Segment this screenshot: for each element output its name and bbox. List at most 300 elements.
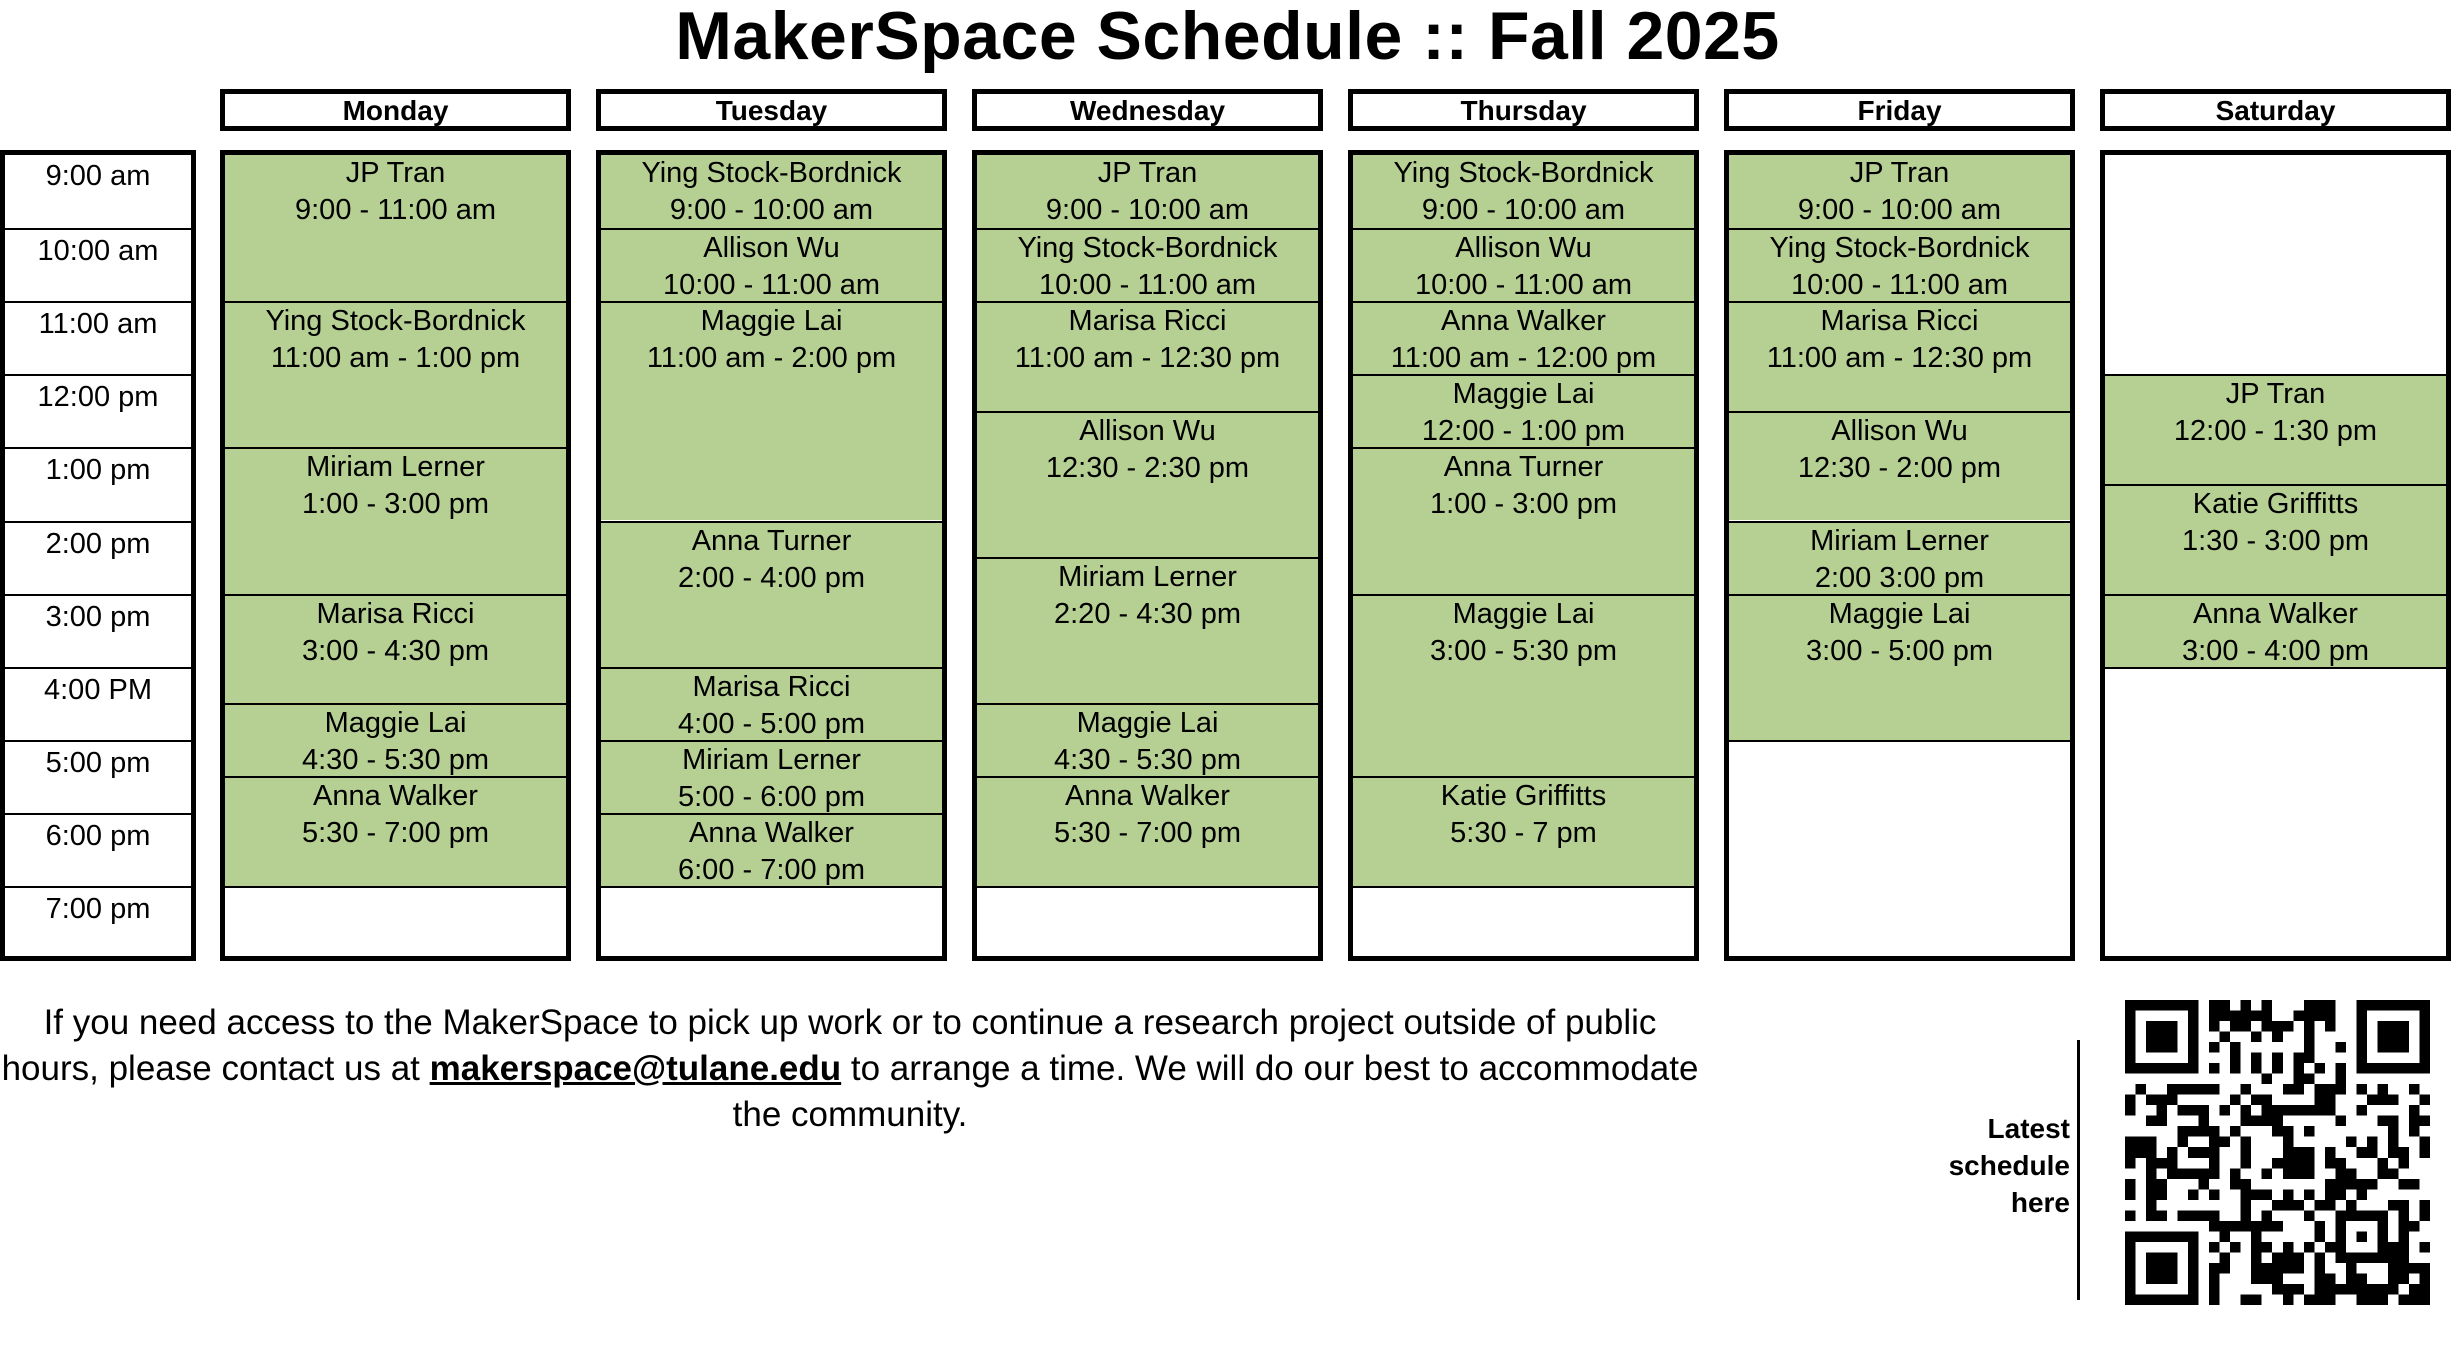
qr-module: [2146, 1231, 2157, 1242]
qr-module: [2388, 1032, 2399, 1043]
qr-module: [2283, 1158, 2294, 1169]
qr-module: [2356, 1011, 2367, 1022]
qr-module: [2419, 1032, 2430, 1043]
shift-time: 4:30 - 5:30 pm: [1054, 744, 1241, 777]
qr-module: [2293, 1053, 2304, 1064]
shift-block[interactable]: [977, 301, 1318, 411]
qr-module: [2157, 1189, 2168, 1200]
shift-block[interactable]: [225, 703, 566, 776]
qr-module: [2146, 1032, 2157, 1043]
qr-module: [2367, 1000, 2378, 1011]
qr-module: [2304, 1000, 2315, 1011]
staff-name: Allison Wu: [703, 232, 840, 265]
qr-module: [2209, 1011, 2220, 1022]
shift-block[interactable]: [1353, 228, 1694, 301]
qr-module: [2136, 1084, 2147, 1095]
qr-module: [2188, 1252, 2199, 1263]
qr-module: [2209, 1273, 2220, 1284]
shift-block[interactable]: [601, 521, 942, 667]
time-label: 3:00 pm: [5, 594, 191, 667]
qr-module: [2209, 1168, 2220, 1179]
shift-time: 2:00 - 4:00 pm: [678, 561, 865, 594]
qr-module: [2409, 1126, 2420, 1137]
qr-module: [2335, 1116, 2346, 1127]
qr-module: [2125, 1284, 2136, 1295]
staff-name: Anna Walker: [1065, 780, 1230, 813]
qr-module: [2346, 1200, 2357, 1211]
qr-module: [2419, 1021, 2430, 1032]
shift-block[interactable]: [1353, 301, 1694, 374]
qr-module: [2136, 1147, 2147, 1158]
shift-time: 12:00 - 1:30 pm: [2173, 415, 2378, 448]
qr-module: [2335, 1179, 2346, 1190]
qr-module: [2398, 1294, 2409, 1305]
qr-module: [2283, 1126, 2294, 1137]
staff-name: JP Tran: [345, 157, 446, 189]
qr-module: [2398, 1221, 2409, 1232]
qr-module: [2209, 1021, 2220, 1032]
qr-module: [2178, 1231, 2189, 1242]
qr-module: [2409, 1221, 2420, 1232]
shift-block[interactable]: [601, 228, 942, 301]
qr-module: [2304, 1126, 2315, 1137]
qr-module: [2377, 1063, 2388, 1074]
qr-module: [2272, 1200, 2283, 1211]
qr-module: [2346, 1252, 2357, 1263]
qr-module: [2241, 1294, 2252, 1305]
qr-module: [2209, 1158, 2220, 1169]
staff-name: Marisa Ricci: [1068, 305, 1227, 338]
qr-module: [2188, 1168, 2199, 1179]
qr-module: [2314, 1200, 2325, 1211]
qr-module: [2283, 1168, 2294, 1179]
qr-module: [2157, 1210, 2168, 1221]
qr-module: [2146, 1042, 2157, 1053]
time-label: 7:00 pm: [5, 886, 191, 959]
day-column-saturday: [2100, 150, 2451, 961]
qr-module: [2146, 1179, 2157, 1190]
qr-module: [2188, 1273, 2199, 1284]
qr-module: [2388, 1168, 2399, 1179]
qr-module: [2157, 1158, 2168, 1169]
qr-module: [2199, 1179, 2210, 1190]
qr-module: [2367, 1252, 2378, 1263]
shift-block[interactable]: [1729, 155, 2070, 228]
shift-time: 5:30 - 7 pm: [1450, 817, 1597, 850]
qr-module: [2178, 1000, 2189, 1011]
qr-module: [2388, 1116, 2399, 1127]
qr-module: [2314, 1000, 2325, 1011]
staff-name: Miriam Lerner: [682, 743, 861, 776]
qr-module: [2146, 1252, 2157, 1263]
qr-module: [2146, 1063, 2157, 1074]
qr-module: [2167, 1084, 2178, 1095]
qr-module: [2188, 1231, 2199, 1242]
qr-module: [2125, 1053, 2136, 1064]
qr-module: [2146, 1263, 2157, 1274]
qr-module: [2325, 1158, 2336, 1169]
shift-time: 10:00 - 11:00 am: [662, 269, 881, 302]
day-column-tuesday: [596, 150, 947, 961]
qr-module: [2346, 1179, 2357, 1190]
qr-module: [2178, 1063, 2189, 1074]
qr-module: [2157, 1252, 2168, 1263]
qr-module: [2251, 1242, 2262, 1253]
qr-module: [2356, 1273, 2367, 1284]
qr-module: [2419, 1242, 2430, 1253]
shift-block[interactable]: [1353, 594, 1694, 777]
qr-module: [2230, 1221, 2241, 1232]
staff-name: Marisa Ricci: [1820, 305, 1979, 338]
qr-module: [2262, 1000, 2273, 1011]
qr-module: [2125, 1252, 2136, 1263]
qr-module: [2146, 1189, 2157, 1200]
shift-block[interactable]: [225, 594, 566, 704]
qr-module: [2409, 1179, 2420, 1190]
time-label: 4:00 PM: [5, 667, 191, 740]
qr-module: [2167, 1273, 2178, 1284]
qr-module: [2283, 1137, 2294, 1148]
qr-module: [2167, 1021, 2178, 1032]
qr-module: [2157, 1021, 2168, 1032]
staff-name: Marisa Ricci: [316, 597, 475, 630]
day-header-tuesday: Tuesday: [596, 89, 947, 131]
qr-module: [2262, 1168, 2273, 1179]
qr-caption: Latest schedule here: [1948, 1113, 2070, 1218]
qr-module: [2293, 1147, 2304, 1158]
qr-module: [2398, 1252, 2409, 1263]
qr-module: [2314, 1273, 2325, 1284]
qr-module: [2125, 1273, 2136, 1284]
qr-module: [2188, 1042, 2199, 1053]
qr-module: [2125, 1263, 2136, 1274]
qr-module: [2419, 1210, 2430, 1221]
qr-module: [2241, 1221, 2252, 1232]
qr-module: [2188, 1000, 2199, 1011]
shift-block[interactable]: [601, 155, 942, 228]
shift-block[interactable]: [1353, 155, 1694, 228]
shift-block[interactable]: [2105, 374, 2446, 484]
qr-module: [2304, 1074, 2315, 1085]
qr-module: [2125, 1210, 2136, 1221]
shift-time: 4:30 - 5:30 pm: [302, 744, 489, 777]
qr-module: [2241, 1011, 2252, 1022]
day-column-monday: [220, 150, 571, 961]
qr-module: [2304, 1294, 2315, 1305]
qr-module: [2262, 1095, 2273, 1106]
qr-module: [2304, 1011, 2315, 1022]
shift-time: 9:00 - 10:00 am: [1797, 194, 2002, 226]
qr-module: [2325, 1084, 2336, 1095]
qr-module: [2335, 1221, 2346, 1232]
email-link[interactable]: makerspace@tulane.edu: [429, 1049, 842, 1088]
shift-time: 9:00 - 10:00 am: [1421, 194, 1626, 226]
qr-module: [2251, 1063, 2262, 1074]
shift-block[interactable]: [225, 301, 566, 447]
qr-module: [2388, 1095, 2399, 1106]
qr-module: [2356, 1231, 2367, 1242]
qr-module: [2367, 1294, 2378, 1305]
shift-block[interactable]: [1729, 301, 2070, 411]
qr-module: [2377, 1021, 2388, 1032]
qr-module: [2356, 1252, 2367, 1263]
shift-time: 1:00 - 3:00 pm: [1430, 488, 1617, 521]
qr-code-icon[interactable]: [2125, 1000, 2430, 1305]
shift-time: 9:00 - 11:00 am: [295, 194, 496, 226]
staff-name: JP Tran: [2225, 378, 2326, 411]
shift-block[interactable]: [1729, 411, 2070, 521]
qr-module: [2304, 1147, 2315, 1158]
qr-module: [2136, 1137, 2147, 1148]
qr-module: [2356, 1105, 2367, 1116]
qr-module: [2356, 1189, 2367, 1200]
qr-module: [2356, 1063, 2367, 1074]
shift-block[interactable]: [977, 776, 1318, 886]
qr-module: [2251, 1231, 2262, 1242]
qr-module: [2293, 1263, 2304, 1274]
qr-module: [2419, 1273, 2430, 1284]
staff-name: Allison Wu: [1831, 414, 1968, 447]
qr-module: [2157, 1263, 2168, 1274]
qr-module: [2125, 1231, 2136, 1242]
qr-module: [2356, 1053, 2367, 1064]
qr-module: [2283, 1252, 2294, 1263]
qr-module: [2346, 1263, 2357, 1274]
shift-time: 3:00 - 4:00 pm: [2182, 634, 2369, 667]
day-header-thursday: Thursday: [1348, 89, 1699, 131]
qr-module: [2230, 1011, 2241, 1022]
shift-time: 2:20 - 4:30 pm: [1054, 598, 1241, 631]
qr-module: [2388, 1273, 2399, 1284]
qr-module: [2335, 1242, 2346, 1253]
staff-name: Miriam Lerner: [306, 451, 485, 484]
shift-block[interactable]: [977, 703, 1318, 776]
qr-module: [2356, 1021, 2367, 1032]
shift-time: 10:00 - 11:00 am: [1038, 269, 1257, 302]
qr-module: [2398, 1231, 2409, 1242]
staff-name: Anna Walker: [1441, 305, 1606, 338]
shift-block[interactable]: [601, 813, 942, 886]
qr-module: [2325, 1200, 2336, 1211]
qr-module: [2146, 1095, 2157, 1106]
qr-module: [2304, 1032, 2315, 1043]
qr-module: [2157, 1042, 2168, 1053]
staff-name: Marisa Ricci: [692, 670, 851, 703]
qr-module: [2272, 1158, 2283, 1169]
shift-time: 12:30 - 2:00 pm: [1797, 451, 2002, 484]
shift-block[interactable]: [601, 667, 942, 740]
qr-module: [2167, 1095, 2178, 1106]
qr-module: [2272, 1063, 2283, 1074]
qr-module: [2283, 1021, 2294, 1032]
qr-module: [2398, 1273, 2409, 1284]
qr-module: [2125, 1000, 2136, 1011]
qr-module: [2272, 1221, 2283, 1232]
qr-module: [2409, 1105, 2420, 1116]
qr-module: [2367, 1095, 2378, 1106]
shift-block[interactable]: [977, 411, 1318, 557]
qr-module: [2262, 1105, 2273, 1116]
shift-block[interactable]: [977, 557, 1318, 703]
qr-module: [2241, 1084, 2252, 1095]
shift-block[interactable]: [1729, 521, 2070, 594]
qr-module: [2188, 1210, 2199, 1221]
qr-module: [2125, 1189, 2136, 1200]
qr-module: [2167, 1042, 2178, 1053]
qr-module: [2377, 1231, 2388, 1242]
qr-module: [2125, 1042, 2136, 1053]
qr-module: [2251, 1252, 2262, 1263]
qr-module: [2188, 1063, 2199, 1074]
qr-module: [2136, 1063, 2147, 1074]
qr-module: [2220, 1221, 2231, 1232]
qr-module: [2325, 1105, 2336, 1116]
qr-module: [2220, 1252, 2231, 1263]
shift-block[interactable]: [1353, 776, 1694, 886]
qr-module: [2283, 1242, 2294, 1253]
qr-module: [2136, 1294, 2147, 1305]
shift-block[interactable]: [601, 740, 942, 813]
staff-name: Ying Stock-Bordnick: [265, 305, 526, 338]
shift-time: 1:30 - 3:00 pm: [2182, 524, 2369, 557]
shift-block[interactable]: [225, 776, 566, 886]
qr-module: [2398, 1200, 2409, 1211]
qr-module: [2356, 1210, 2367, 1221]
staff-name: Anna Turner: [1443, 451, 1604, 484]
staff-name: JP Tran: [1097, 157, 1198, 189]
qr-module: [2220, 1032, 2231, 1043]
qr-module: [2220, 1105, 2231, 1116]
qr-module: [2283, 1284, 2294, 1295]
qr-module: [2398, 1000, 2409, 1011]
qr-module: [2157, 1063, 2168, 1074]
qr-module: [2125, 1095, 2136, 1106]
qr-module: [2419, 1000, 2430, 1011]
qr-module: [2262, 1116, 2273, 1127]
staff-name: Miriam Lerner: [1058, 561, 1237, 594]
shift-block[interactable]: [977, 155, 1318, 228]
qr-module: [2209, 1263, 2220, 1274]
day-header-monday: Monday: [220, 89, 571, 131]
qr-module: [2367, 1210, 2378, 1221]
qr-module: [2272, 1116, 2283, 1127]
qr-module: [2146, 1000, 2157, 1011]
qr-module: [2398, 1021, 2409, 1032]
qr-module: [2304, 1158, 2315, 1169]
qr-module: [2251, 1273, 2262, 1284]
shift-block[interactable]: [977, 228, 1318, 301]
qr-module: [2419, 1284, 2430, 1295]
shift-block[interactable]: [225, 155, 566, 301]
qr-module: [2304, 1210, 2315, 1221]
notice-text-after: to arrange a time. We will do our best to accommodate the community.: [732, 1049, 1699, 1134]
qr-module: [2377, 1158, 2388, 1169]
qr-module: [2241, 1105, 2252, 1116]
qr-module: [2251, 1263, 2262, 1274]
shift-block[interactable]: [225, 447, 566, 593]
shift-time: 5:00 - 6:00 pm: [678, 780, 865, 813]
staff-name: Anna Walker: [313, 780, 478, 813]
qr-module: [2157, 1116, 2168, 1127]
shift-time: 3:00 - 5:00 pm: [1806, 634, 1993, 667]
shift-time: 10:00 - 11:00 am: [1790, 269, 2009, 302]
qr-module: [2199, 1105, 2210, 1116]
qr-module: [2178, 1137, 2189, 1148]
qr-module: [2167, 1252, 2178, 1263]
qr-module: [2419, 1042, 2430, 1053]
qr-module: [2262, 1263, 2273, 1274]
shift-block[interactable]: [601, 301, 942, 520]
qr-module: [2146, 1021, 2157, 1032]
qr-module: [2293, 1168, 2304, 1179]
notice-text-before: If you need access to the MakerSpace to pick up work or to continue a research project outside of public hours, please contact us at: [1, 1003, 1657, 1088]
qr-module: [2314, 1221, 2325, 1232]
qr-module: [2188, 1084, 2199, 1095]
staff-name: Miriam Lerner: [1810, 524, 1989, 557]
qr-module: [2125, 1032, 2136, 1043]
shift-time: 12:30 - 2:30 pm: [1045, 451, 1250, 484]
qr-module: [2314, 1231, 2325, 1242]
qr-module: [2230, 1168, 2241, 1179]
qr-module: [2157, 1294, 2168, 1305]
shift-block[interactable]: [1729, 228, 2070, 301]
qr-module: [2157, 1000, 2168, 1011]
qr-module: [2178, 1294, 2189, 1305]
qr-module: [2188, 1189, 2199, 1200]
qr-module: [2146, 1137, 2157, 1148]
qr-module: [2241, 1000, 2252, 1011]
staff-name: Katie Griffitts: [1440, 780, 1607, 813]
qr-module: [2388, 1042, 2399, 1053]
slot-divider: [601, 886, 942, 888]
shift-block[interactable]: [2105, 484, 2446, 594]
qr-module: [2314, 1105, 2325, 1116]
staff-name: Maggie Lai: [1452, 597, 1595, 630]
qr-module: [2188, 1105, 2199, 1116]
qr-module: [2209, 1084, 2220, 1095]
qr-module: [2335, 1084, 2346, 1095]
qr-module: [2304, 1021, 2315, 1032]
day-header-saturday: Saturday: [2100, 89, 2451, 131]
qr-module: [2293, 1011, 2304, 1022]
qr-module: [2356, 1032, 2367, 1043]
shift-block[interactable]: [1353, 374, 1694, 447]
shift-block[interactable]: [1353, 447, 1694, 593]
qr-module: [2188, 1126, 2199, 1137]
qr-module: [2146, 1273, 2157, 1284]
qr-module: [2157, 1231, 2168, 1242]
qr-module: [2262, 1221, 2273, 1232]
shift-time: 5:30 - 7:00 pm: [1054, 817, 1241, 850]
shift-block[interactable]: [1729, 594, 2070, 740]
qr-module: [2314, 1252, 2325, 1263]
qr-module: [2398, 1242, 2409, 1253]
qr-module: [2335, 1231, 2346, 1242]
shift-time: 11:00 am - 1:00 pm: [270, 342, 521, 375]
shift-time: 4:00 - 5:00 pm: [678, 707, 865, 740]
shift-block[interactable]: [2105, 594, 2446, 667]
qr-module: [2220, 1137, 2231, 1148]
qr-module: [2388, 1242, 2399, 1253]
day-column-wednesday: [972, 150, 1323, 961]
qr-module: [2230, 1095, 2241, 1106]
qr-module: [2178, 1084, 2189, 1095]
qr-module: [2125, 1242, 2136, 1253]
qr-module: [2377, 1168, 2388, 1179]
qr-module: [2419, 1095, 2430, 1106]
qr-module: [2335, 1158, 2346, 1169]
shift-time: 3:00 - 4:30 pm: [302, 634, 489, 667]
